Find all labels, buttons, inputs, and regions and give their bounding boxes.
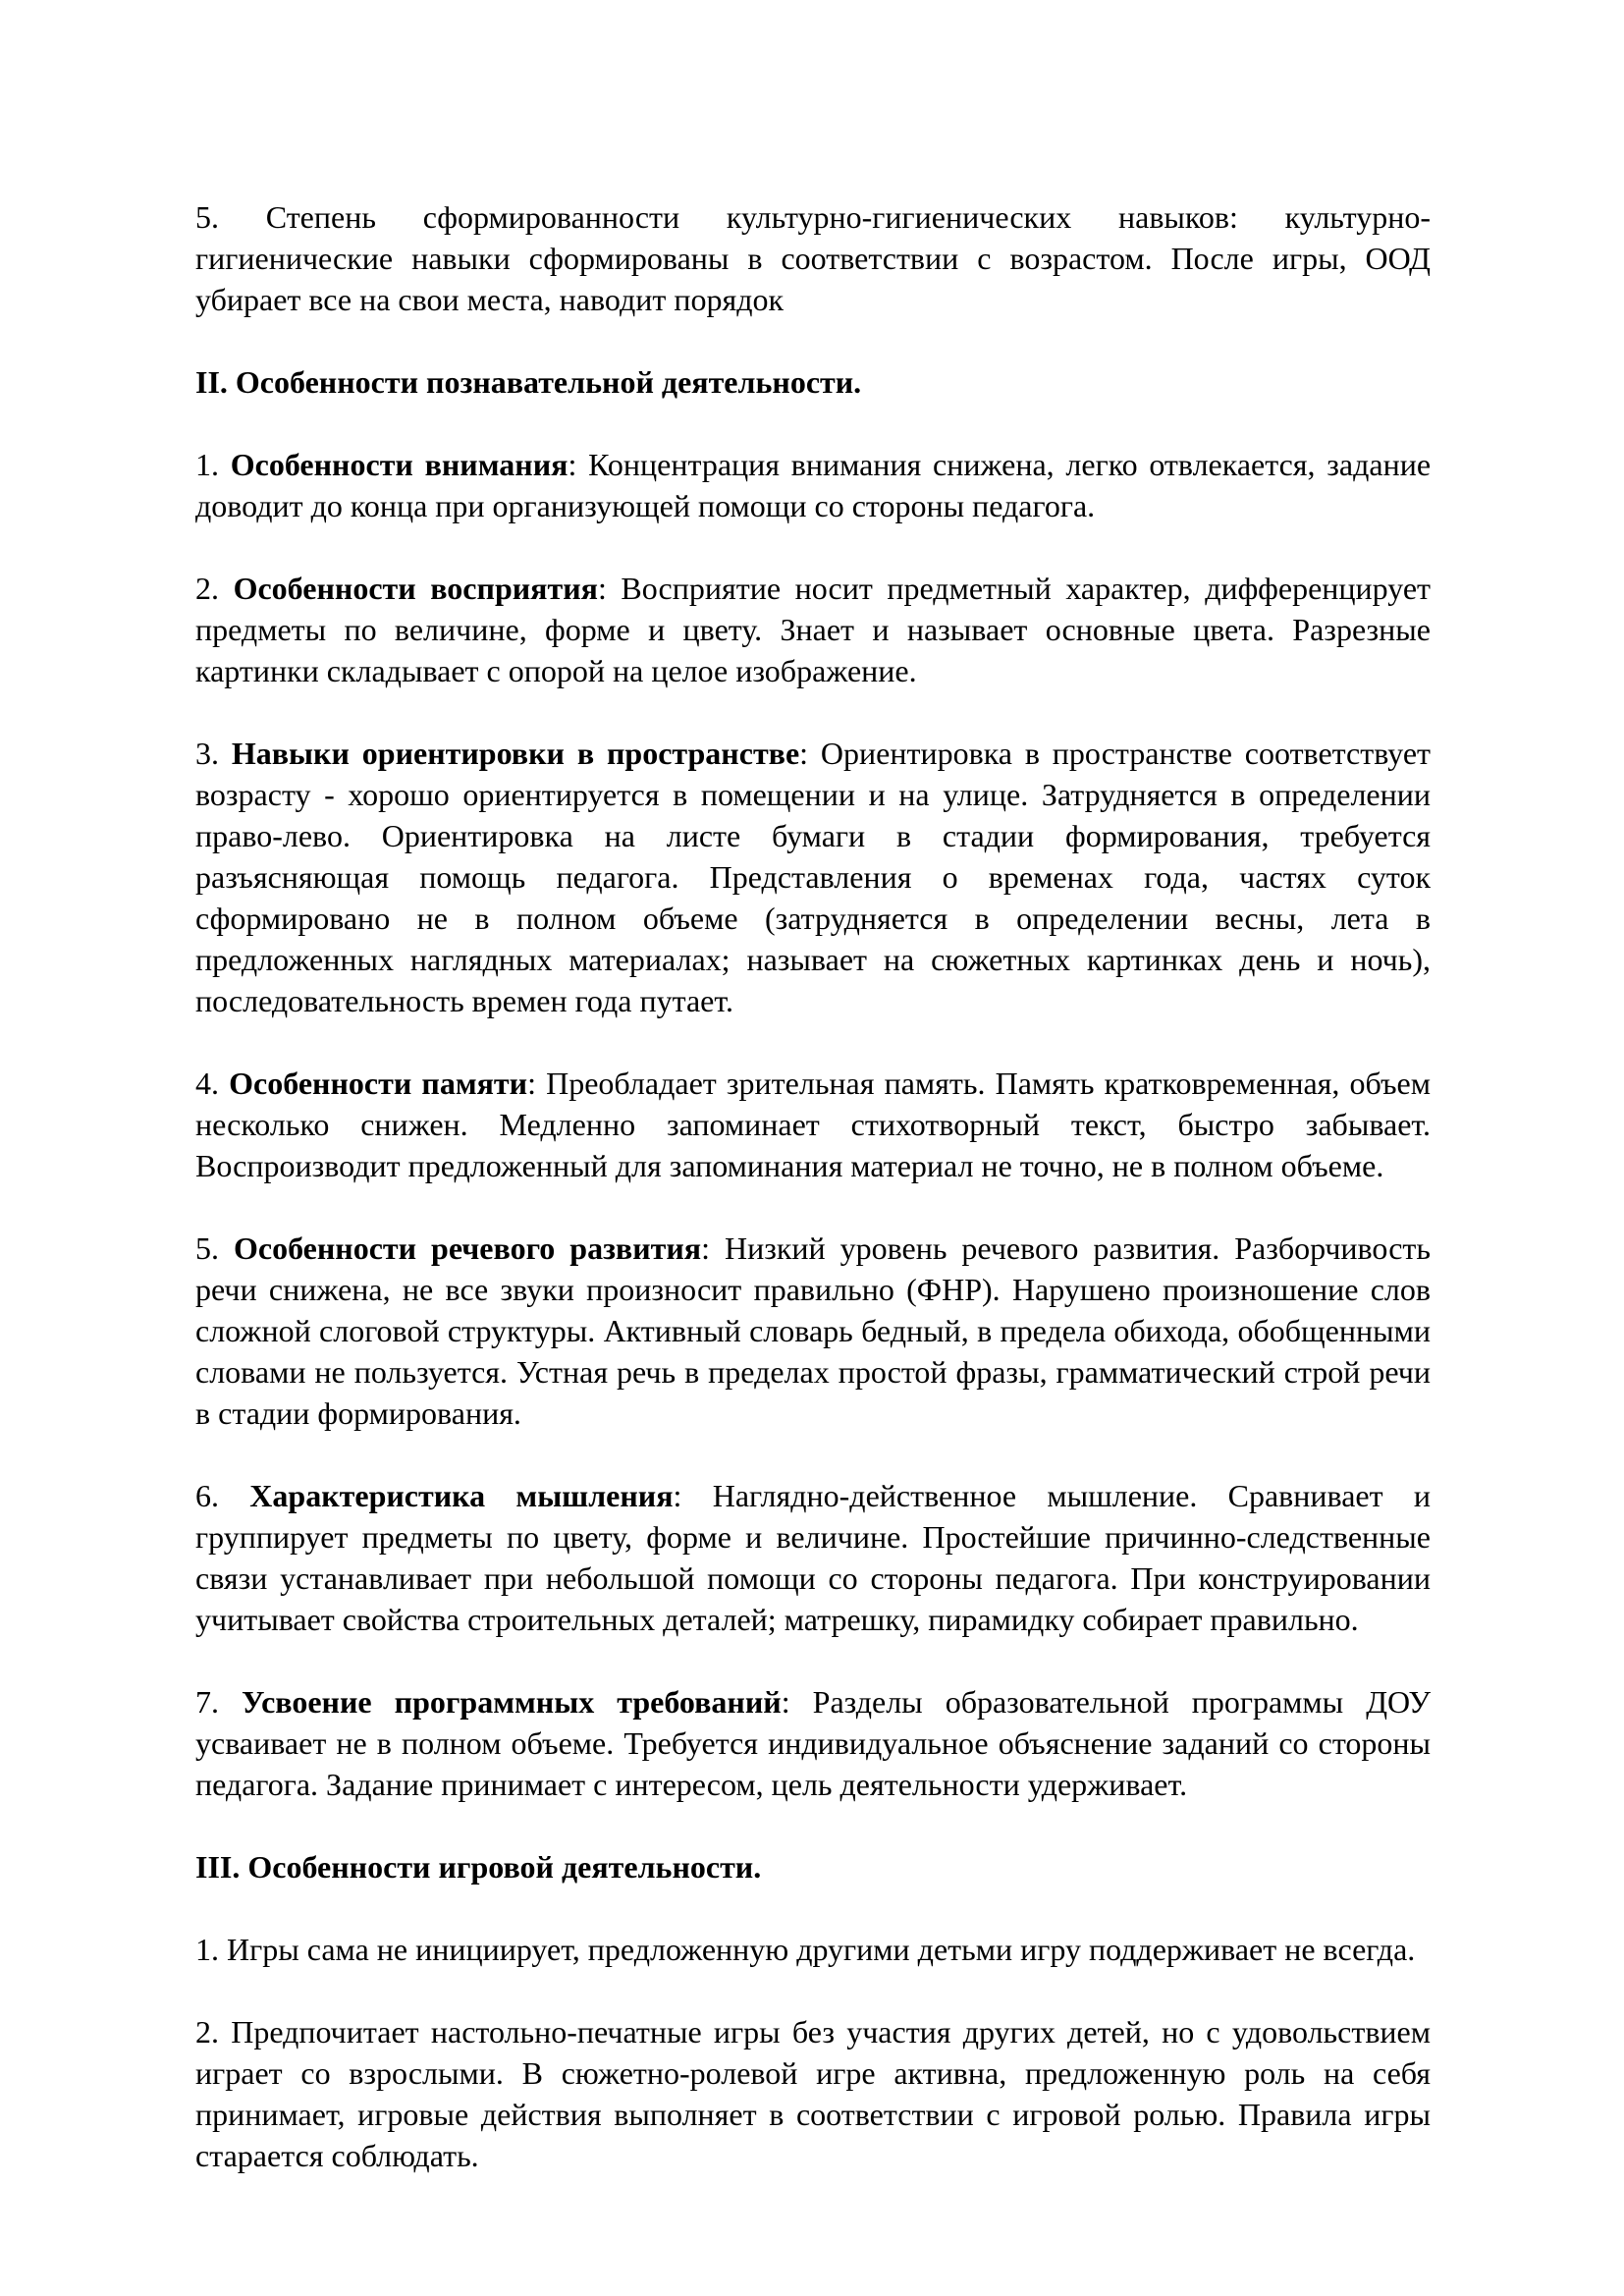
numbered-item: [195, 733, 1431, 1021]
document-content: [195, 196, 1431, 2176]
numbered-item: [195, 444, 1431, 526]
item-number: 1.: [195, 447, 231, 482]
numbered-item: [195, 568, 1431, 691]
item-title: Особенности внимания: [230, 447, 568, 482]
item-text: : Разделы образовательной программы ДОУ усваивает не в полном объеме. Требуется индивидуальное объяснение заданий со стороны педагога. Задание принимает с интересом, цель деятельности удерживает.: [195, 1684, 1432, 1802]
numbered-item: [195, 1063, 1431, 1186]
paragraph: 1. Игры сама не инициирует, предложенную другими детьми игру поддерживает не всегда.: [195, 1932, 1416, 1967]
item-title: Особенности речевого развития: [233, 1230, 702, 1266]
item-title: Особенности памяти: [229, 1066, 528, 1101]
item-text: : Ориентировка в пространстве соответствует возрасту - хорошо ориентируется в помещении и на улице. Затрудняется в определении право-лево. Ориентировка на листе бумаги в стадии формирования, требуется разъясняющая помощь педагога. Представления о временах года, частях суток сформировано не в полном объеме (затрудняется в определении весны, лета в предложенных наглядных материалах; называет на сюжетных картинках день и ночь), последовательность времен года путает.: [195, 736, 1432, 1018]
item-number: 3.: [195, 736, 232, 771]
item-number: 5.: [195, 1230, 234, 1266]
item-number: 7.: [195, 1684, 243, 1720]
numbered-item: [195, 1228, 1431, 1434]
paragraph: 5. Степень сформированности культурно-гигиенических навыков: культурно-гигиенические навыки сформированы в соответствии с возрастом. После игры, ООД убирает все на свои места, наводит порядок: [195, 199, 1431, 317]
item-text: : Преобладает зрительная память. Память кратковременная, объем несколько снижен. Медленно запоминает стихотворный текст, быстро забывает. Воспроизводит предложенный для запоминания материал не точно, не в полном объеме.: [195, 1066, 1432, 1183]
item-number: 2.: [195, 571, 234, 606]
item-title: Характеристика мышления: [249, 1478, 674, 1513]
item-text: : Концентрация внимания снижена, легко отвлекается, задание доводит до конца при организующей помощи со стороны педагога.: [195, 447, 1432, 523]
item-text: : Наглядно-действенное мышление. Сравнивает и группирует предметы по цвету, форме и величине. Простейшие причинно-следственные связи устанавливает при небольшой помощи со стороны педагога. При конструировании учитывает свойства строительных деталей; матрешку, пирамидку собирает правильно.: [195, 1478, 1432, 1637]
item-text: : Низкий уровень речевого развития. Разборчивость речи снижена, не все звуки произносит правильно (ФНР). Нарушено произношение слов сложной слоговой структуры. Активный словарь бедный, в предела обихода, обобщенными словами не пользуется. Устная речь в пределах простой фразы, грамматический строй речи в стадии формирования.: [195, 1230, 1431, 1431]
paragraph: 2. Предпочитает настольно-печатные игры без участия других детей, но с удовольствием играет со взрослыми. В сюжетно-ролевой игре активна, предложенную роль на себя принимает, игровые действия выполняет в соответствии с игровой ролью. Правила игры старается соблюдать.: [195, 2014, 1431, 2173]
section-heading: II. Особенности познавательной деятельности.: [195, 364, 862, 400]
numbered-item: [195, 1475, 1431, 1640]
item-number: 4.: [195, 1066, 230, 1101]
item-title: Усвоение программных требований: [242, 1684, 782, 1720]
numbered-item: [195, 1681, 1431, 1805]
item-number: 6.: [195, 1478, 250, 1513]
item-title: Навыки ориентировки в пространстве: [231, 736, 800, 771]
item-text: : Восприятие носит предметный характер, дифференцирует предметы по величине, форме и цвету. Знает и называет основные цвета. Разрезные картинки складывает с опорой на целое изображение.: [195, 571, 1431, 688]
section-heading: III. Особенности игровой деятельности.: [195, 1849, 762, 1885]
item-title: Особенности восприятия: [233, 571, 598, 606]
